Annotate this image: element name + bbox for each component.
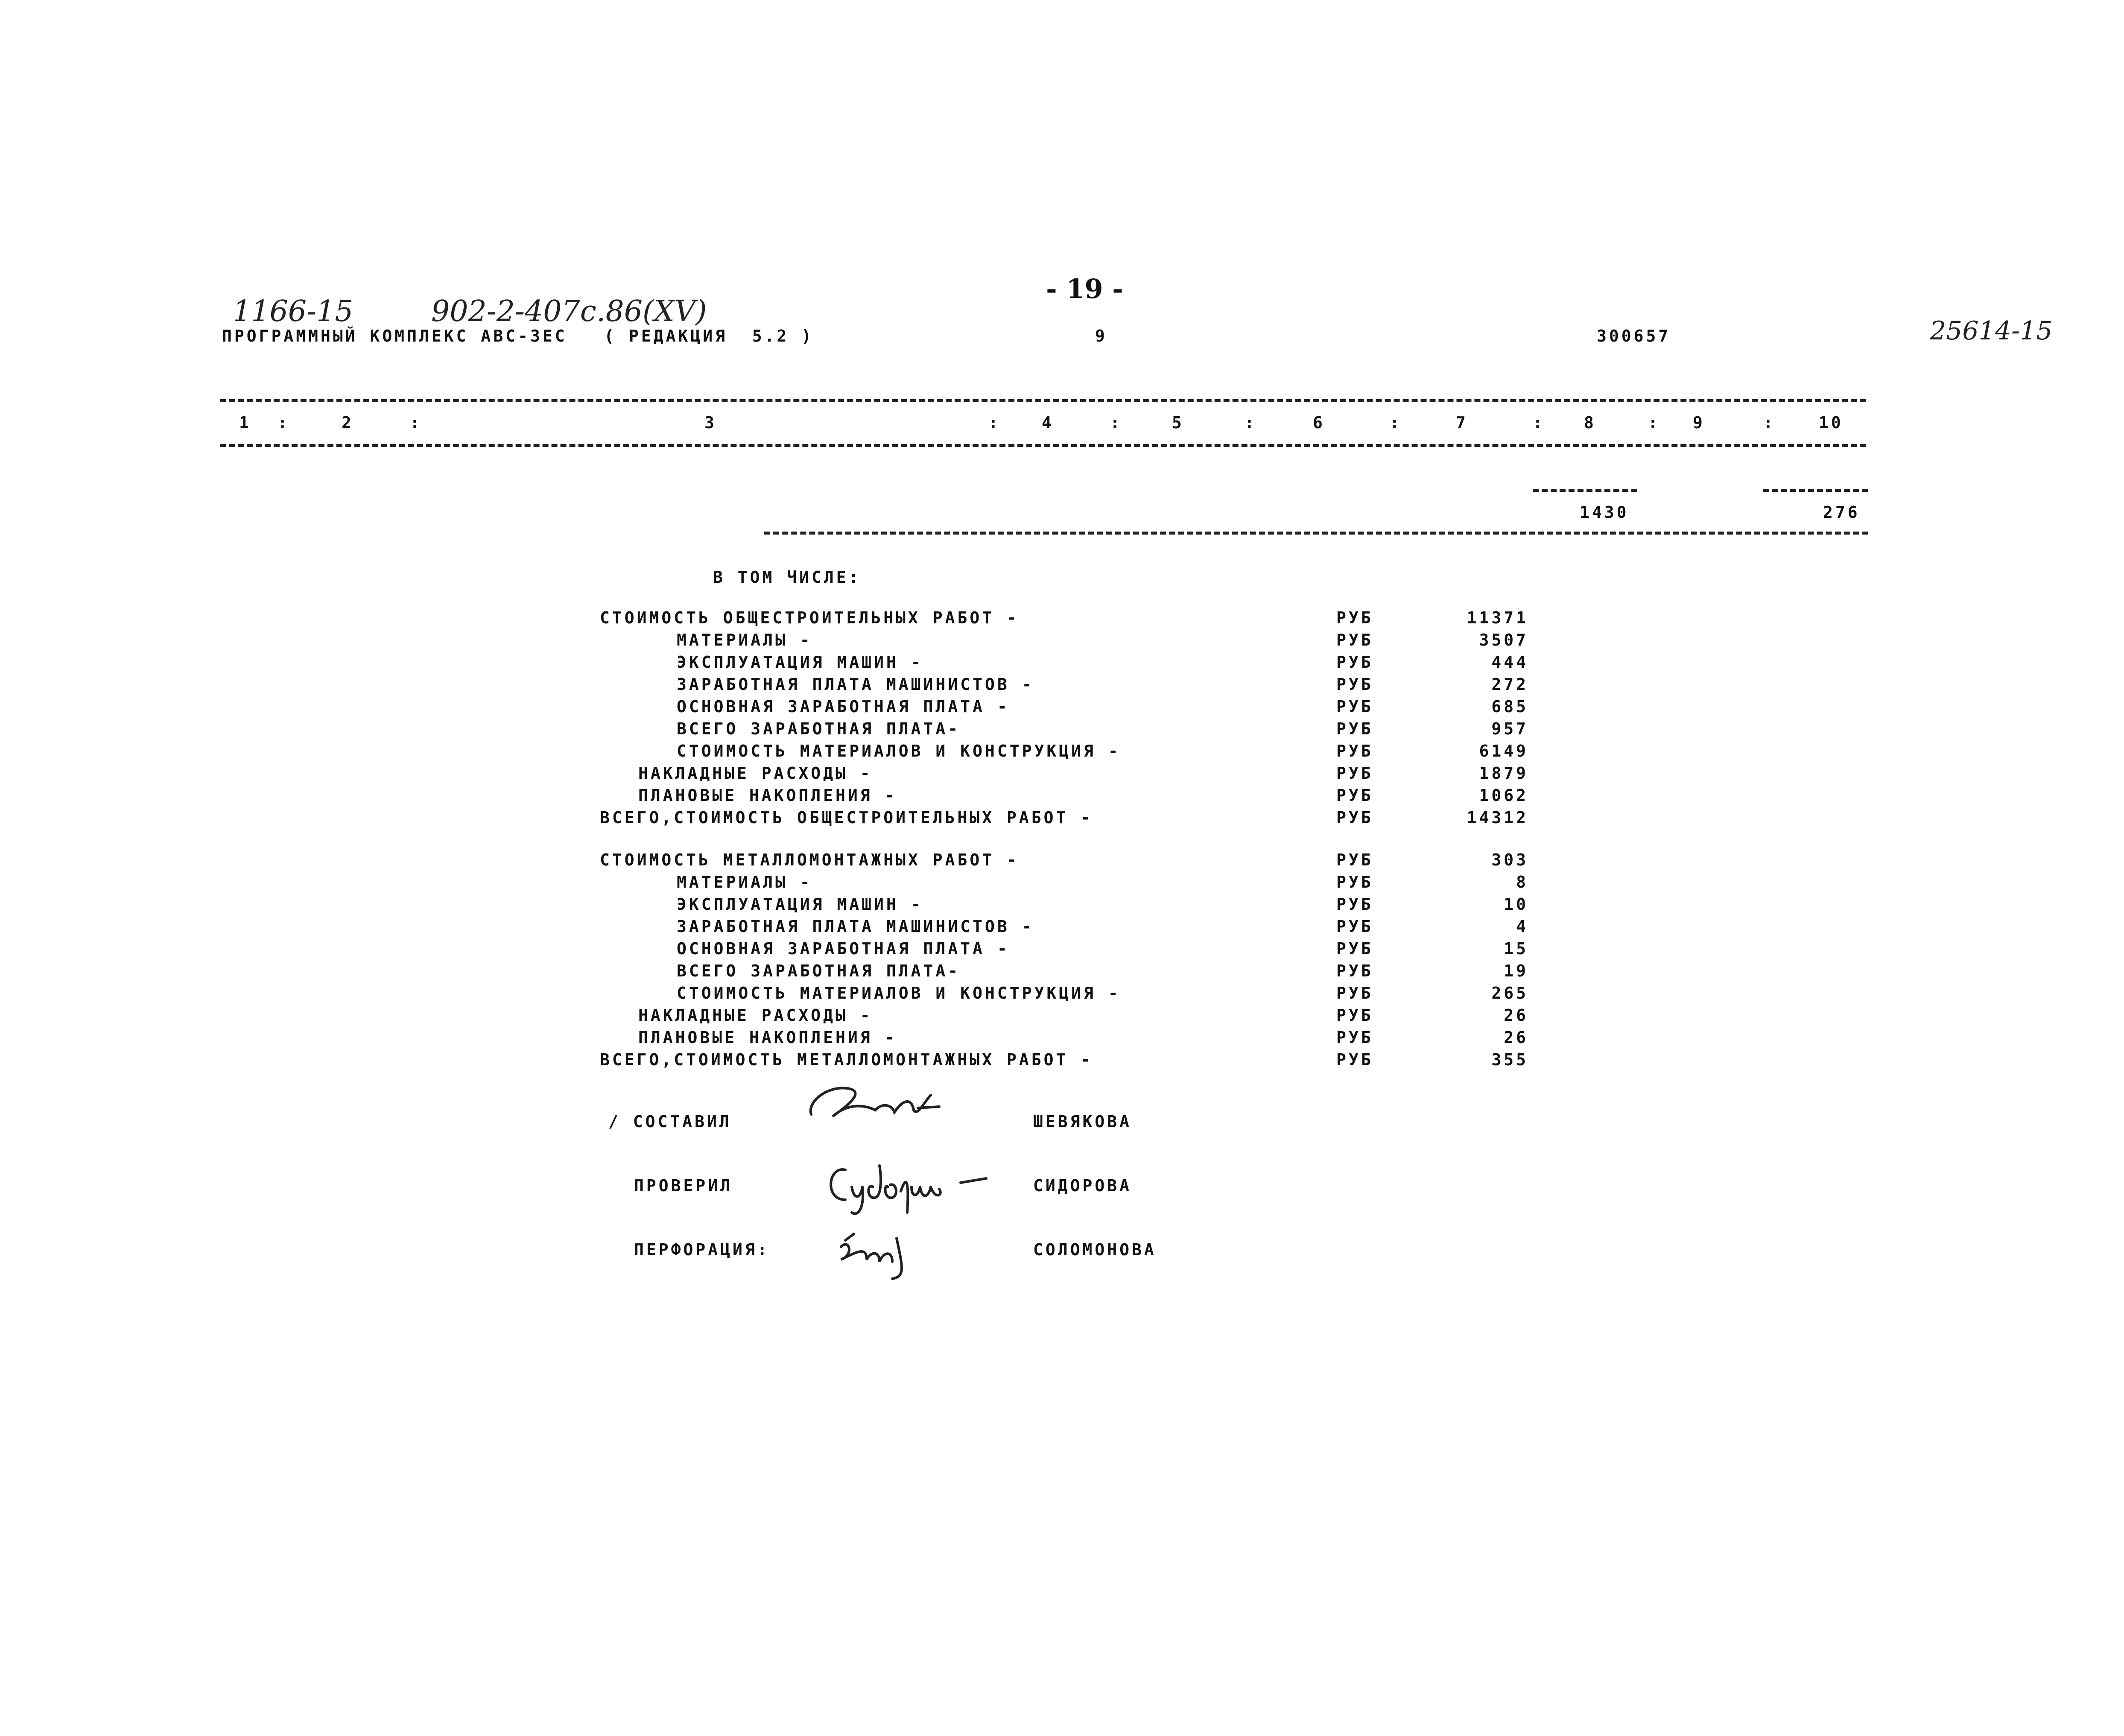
cost-row (0, 608, 2124, 631)
cost-unit: РУБ (1336, 962, 1373, 980)
cost-label: ОСНОВНАЯ ЗАРАБОТНАЯ ПЛАТА - (677, 939, 1010, 958)
cost-label: ОСНОВНАЯ ЗАРАБОТНАЯ ПЛАТА - (677, 697, 1010, 716)
signature-role: ПРОВЕРИЛ (634, 1176, 733, 1195)
rule-totals (764, 532, 1868, 535)
cost-unit: РУБ (1336, 808, 1373, 827)
cost-row (0, 653, 2124, 675)
cost-label: МАТЕРИАЛЫ - (677, 631, 812, 649)
section-title: В ТОМ ЧИСЛЕ: (713, 568, 861, 587)
cost-value: 6149 (1479, 742, 1528, 760)
column-number: 2 (342, 413, 354, 432)
program-header: ПРОГРАММНЫЙ КОМПЛЕКС АВС-ЗЕС ( РЕДАКЦИЯ 5.2 ) (222, 327, 814, 345)
cost-value: 26 (1504, 1028, 1528, 1047)
cost-row (0, 1028, 2124, 1050)
cost-unit: РУБ (1336, 697, 1373, 716)
rule-top (220, 399, 1866, 402)
cost-unit: РУБ (1336, 742, 1373, 760)
column-number: 9 (1693, 413, 1705, 432)
cost-row (0, 786, 2124, 808)
cost-row (0, 895, 2124, 917)
cost-label: НАКЛАДНЫЕ РАСХОДЫ - (638, 1006, 873, 1025)
cost-label: СТОИМОСТЬ МЕТАЛЛОМОНТАЖНЫХ РАБОТ - (600, 850, 1019, 869)
cost-value: 4 (1516, 917, 1528, 936)
column-number: 1 (239, 413, 251, 432)
cost-label: ВСЕГО ЗАРАБОТНАЯ ПЛАТА- (677, 962, 961, 980)
cost-row (0, 675, 2124, 697)
cost-unit: РУБ (1336, 873, 1373, 891)
cost-row (0, 984, 2124, 1006)
cost-value: 355 (1491, 1050, 1528, 1069)
column-number: 4 (1042, 413, 1054, 432)
cost-value: 10 (1504, 895, 1528, 914)
cost-unit: РУБ (1336, 608, 1373, 627)
cost-value: 14312 (1467, 808, 1528, 827)
cost-row (0, 764, 2124, 786)
cost-value: 303 (1491, 850, 1528, 869)
cost-value: 15 (1504, 939, 1528, 958)
column-separator: : (1390, 413, 1402, 432)
column-separator: : (988, 413, 1001, 432)
column-separator: : (1533, 413, 1545, 432)
header-code: 300657 (1597, 327, 1671, 345)
page-number: - 19 - (1046, 273, 1123, 304)
cost-label: ПЛАНОВЫЕ НАКОПЛЕНИЯ - (638, 786, 897, 805)
handwritten-right-code: 25614-15 (1930, 316, 2053, 346)
handwritten-doc-code: 1166-15 (233, 295, 354, 328)
cost-row (0, 1006, 2124, 1028)
column-separator: : (278, 413, 290, 432)
handwritten-signature (820, 1153, 999, 1217)
signature-name: СОЛОМОНОВА (1033, 1240, 1157, 1259)
cost-unit: РУБ (1336, 917, 1373, 936)
cost-unit: РУБ (1336, 850, 1373, 869)
cost-row (0, 850, 2124, 873)
column-number: 7 (1456, 413, 1468, 432)
cost-unit: РУБ (1336, 675, 1373, 694)
column-number: 3 (704, 413, 717, 432)
cost-unit: РУБ (1336, 786, 1373, 805)
column-separator: : (410, 413, 422, 432)
cost-value: 19 (1504, 962, 1528, 980)
cost-value: 26 (1504, 1006, 1528, 1025)
cost-row (0, 873, 2124, 895)
total-underline-col10 (1763, 489, 1868, 492)
total-underline-col8 (1533, 489, 1637, 492)
column-separator: : (1648, 413, 1660, 432)
column-number: 6 (1313, 413, 1325, 432)
handwritten-signature (828, 1221, 939, 1285)
cost-label: ВСЕГО ЗАРАБОТНАЯ ПЛАТА- (677, 719, 961, 738)
cost-label: МАТЕРИАЛЫ - (677, 873, 812, 891)
cost-row (0, 697, 2124, 719)
cost-unit: РУБ (1336, 719, 1373, 738)
cost-label: ПЛАНОВЫЕ НАКОПЛЕНИЯ - (638, 1028, 897, 1047)
cost-value: 957 (1491, 719, 1528, 738)
column-number: 8 (1584, 413, 1596, 432)
cost-row (0, 962, 2124, 984)
cost-label: НАКЛАДНЫЕ РАСХОДЫ - (638, 764, 873, 783)
cost-value: 11371 (1467, 608, 1528, 627)
total-col10: 276 (1823, 503, 1860, 522)
signature-name: ШЕВЯКОВА (1033, 1112, 1132, 1131)
total-col8: 1430 (1580, 503, 1629, 522)
cost-unit: РУБ (1336, 1028, 1373, 1047)
cost-value: 1879 (1479, 764, 1528, 783)
cost-label: ВСЕГО,СТОИМОСТЬ ОБЩЕСТРОИТЕЛЬНЫХ РАБОТ - (600, 808, 1093, 827)
handwritten-signature (803, 1076, 956, 1136)
cost-label: ЗАРАБОТНАЯ ПЛАТА МАШИНИСТОВ - (677, 917, 1034, 936)
cost-unit: РУБ (1336, 1050, 1373, 1069)
cost-value: 444 (1491, 653, 1528, 672)
cost-label: СТОИМОСТЬ ОБЩЕСТРОИТЕЛЬНЫХ РАБОТ - (600, 608, 1019, 627)
sheet-number: 9 (1095, 327, 1107, 345)
cost-row (0, 917, 2124, 939)
rule-bottom (220, 444, 1866, 447)
cost-unit: РУБ (1336, 984, 1373, 1002)
cost-value: 1062 (1479, 786, 1528, 805)
cost-unit: РУБ (1336, 764, 1373, 783)
cost-label: ЭКСПЛУАТАЦИЯ МАШИН - (677, 895, 923, 914)
cost-label: ЭКСПЛУАТАЦИЯ МАШИН - (677, 653, 923, 672)
cost-label: ВСЕГО,СТОИМОСТЬ МЕТАЛЛОМОНТАЖНЫХ РАБОТ - (600, 1050, 1093, 1069)
column-separator: : (1763, 413, 1776, 432)
cost-row (0, 742, 2124, 764)
cost-row (0, 719, 2124, 742)
cost-row (0, 1050, 2124, 1073)
column-number-row (0, 413, 2124, 435)
cost-row (0, 939, 2124, 962)
cost-label: СТОИМОСТЬ МАТЕРИАЛОВ И КОНСТРУКЦИЯ - (677, 742, 1121, 760)
cost-value: 8 (1516, 873, 1528, 891)
cost-unit: РУБ (1336, 1006, 1373, 1025)
cost-row (0, 808, 2124, 830)
cost-label: СТОИМОСТЬ МАТЕРИАЛОВ И КОНСТРУКЦИЯ - (677, 984, 1121, 1002)
column-separator: : (1110, 413, 1122, 432)
column-number: 5 (1172, 413, 1184, 432)
cost-unit: РУБ (1336, 653, 1373, 672)
signature-name: СИДОРОВА (1033, 1176, 1132, 1195)
cost-value: 272 (1491, 675, 1528, 694)
cost-unit: РУБ (1336, 631, 1373, 649)
cost-unit: РУБ (1336, 939, 1373, 958)
column-number: 10 (1819, 413, 1844, 432)
signature-role: / СОСТАВИЛ (608, 1112, 732, 1131)
handwritten-project-code: 902-2-407с.86(XV) (431, 295, 707, 328)
cost-row (0, 631, 2124, 653)
cost-label: ЗАРАБОТНАЯ ПЛАТА МАШИНИСТОВ - (677, 675, 1034, 694)
signature-role: ПЕРФОРАЦИЯ: (634, 1240, 770, 1259)
cost-value: 3507 (1479, 631, 1528, 649)
cost-value: 265 (1491, 984, 1528, 1002)
cost-value: 685 (1491, 697, 1528, 716)
cost-unit: РУБ (1336, 895, 1373, 914)
column-separator: : (1245, 413, 1257, 432)
